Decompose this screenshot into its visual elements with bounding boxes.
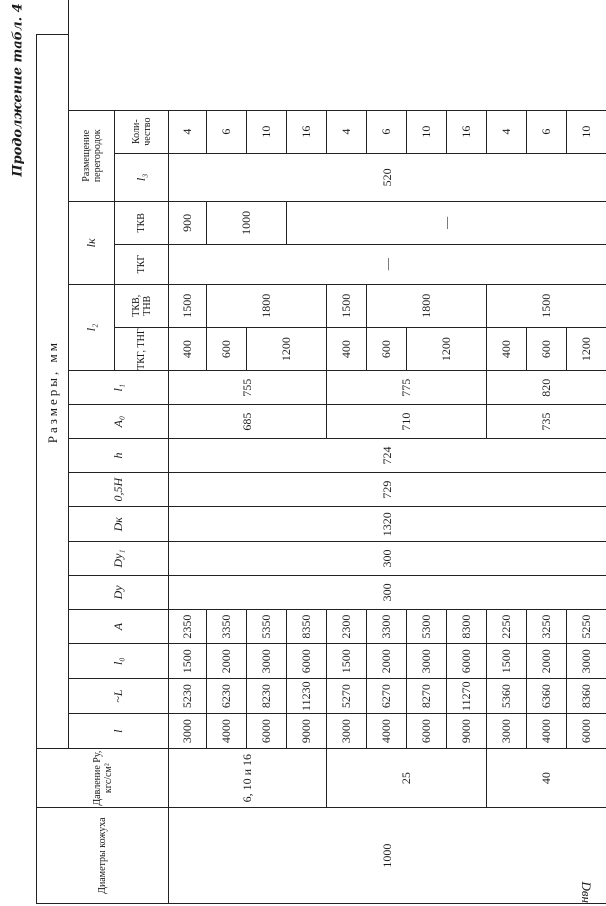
L-cell: 11270 <box>447 679 487 714</box>
header-l0: l₀ <box>69 644 169 679</box>
l2-tkg-cell: 400 <box>487 327 527 370</box>
l2-tkg-cell: 1200 <box>567 327 606 370</box>
l2-tkv-cell: 1800 <box>207 284 327 327</box>
count-cell: 10 <box>567 110 606 153</box>
A-cell: 3350 <box>207 609 247 644</box>
header-diameter: Диаметры кожуха <box>37 808 169 904</box>
header-l1: l₁ <box>69 371 169 405</box>
l0-cell: 2000 <box>207 644 247 679</box>
l-cell: 4000 <box>527 714 567 749</box>
l2-tkg-cell: 600 <box>527 327 567 370</box>
pressure-cell: 25 <box>327 748 487 807</box>
L-cell: 8360 <box>567 679 606 714</box>
L-cell: 5230 <box>169 679 207 714</box>
l2-tkv-cell: 1500 <box>487 284 606 327</box>
pressure-cell: 6, 10 и 16 <box>169 748 327 807</box>
L-cell: 11230 <box>287 679 327 714</box>
count-cell: 4 <box>487 110 527 153</box>
l1-cell: 820 <box>487 371 606 405</box>
diameter-value: 1000 <box>380 843 394 868</box>
l2-tkv-cell: 1500 <box>169 284 207 327</box>
A-cell: 5250 <box>567 609 606 644</box>
Dy1-cell: 300 <box>169 542 606 576</box>
header-A: A <box>69 609 169 644</box>
A0-cell: 735 <box>487 405 606 439</box>
lk-tkg-cell: — <box>169 244 606 284</box>
lk-tkv-cell: — <box>287 202 606 244</box>
dimensions-table <box>36 0 606 904</box>
header-Dk: Dк <box>69 507 169 542</box>
h-cell: 724 <box>169 439 606 473</box>
l0-cell: 2000 <box>367 644 407 679</box>
diameter-cell <box>169 808 606 904</box>
A-cell: 3300 <box>367 609 407 644</box>
count-cell: 4 <box>169 110 207 153</box>
l-cell: 9000 <box>287 714 327 749</box>
l2-tkv-cell: 1500 <box>327 284 367 327</box>
l0-cell: 3000 <box>567 644 606 679</box>
l-cell: 9000 <box>447 714 487 749</box>
header-count: Коли-чество <box>115 110 169 153</box>
header-Dy1: Dу₁ <box>69 542 169 576</box>
l2-tkg-cell: 400 <box>327 327 367 370</box>
l2-tkg-cell: 600 <box>207 327 247 370</box>
count-cell: 10 <box>407 110 447 153</box>
l2-tkg-cell: 400 <box>169 327 207 370</box>
count-cell: 6 <box>527 110 567 153</box>
l3-cell: 520 <box>169 153 606 201</box>
l0-cell: 1500 <box>487 644 527 679</box>
L-cell: 8270 <box>407 679 447 714</box>
l0-cell: 1500 <box>169 644 207 679</box>
lk-tkv-cell: 900 <box>169 202 207 244</box>
header-h: h <box>69 439 169 473</box>
l1-cell: 755 <box>169 371 327 405</box>
header-pressure: Давление Pу, кгс/см² <box>37 748 169 807</box>
header-l: l <box>69 714 169 749</box>
header-L: ~L <box>69 679 169 714</box>
half-H-cell: 729 <box>169 472 606 507</box>
A-cell: 2350 <box>169 609 207 644</box>
header-A0: A₀ <box>69 405 169 439</box>
l0-cell: 6000 <box>287 644 327 679</box>
header-lk-tkv: ТКВ <box>115 202 169 244</box>
A-cell: 5350 <box>247 609 287 644</box>
L-cell: 6230 <box>207 679 247 714</box>
l0-cell: 3000 <box>247 644 287 679</box>
l0-cell: 6000 <box>447 644 487 679</box>
count-cell: 4 <box>327 110 367 153</box>
Dy-cell: 300 <box>169 575 606 609</box>
A-cell: 2250 <box>487 609 527 644</box>
L-cell: 5360 <box>487 679 527 714</box>
l-cell: 6000 <box>407 714 447 749</box>
header-lk-tkg: ТКГ <box>115 244 169 284</box>
count-cell: 10 <box>247 110 287 153</box>
l2-tkv-cell: 1800 <box>367 284 487 327</box>
l-cell: 6000 <box>247 714 287 749</box>
header-l2: l₂ <box>69 284 115 371</box>
header-l3: l₃ <box>115 153 169 201</box>
A-cell: 5300 <box>407 609 447 644</box>
A-cell: 3250 <box>527 609 567 644</box>
l0-cell: 3000 <box>407 644 447 679</box>
A-cell: 8350 <box>287 609 327 644</box>
l-cell: 4000 <box>207 714 247 749</box>
header-lk: lк <box>69 202 115 285</box>
header-l2-tkv: ТКВ, ТНВ <box>115 284 169 327</box>
Dk-cell: 1320 <box>169 507 606 542</box>
A0-cell: 685 <box>169 405 327 439</box>
diameter-symbol: Dвн <box>579 881 594 903</box>
header-l2-tkg: ТКГ, ТНГ <box>115 327 169 370</box>
l-cell: 3000 <box>327 714 367 749</box>
A-cell: 2300 <box>327 609 367 644</box>
header-baffles: Размещение перегородок <box>69 110 115 202</box>
L-cell: 6270 <box>367 679 407 714</box>
l-cell: 6000 <box>567 714 606 749</box>
header-half-H: 0,5H <box>69 472 169 507</box>
count-cell: 16 <box>447 110 487 153</box>
l-cell: 3000 <box>487 714 527 749</box>
l-cell: 4000 <box>367 714 407 749</box>
L-cell: 8230 <box>247 679 287 714</box>
count-cell: 6 <box>367 110 407 153</box>
l0-cell: 2000 <box>527 644 567 679</box>
l0-cell: 1500 <box>327 644 367 679</box>
l2-tkg-cell: 600 <box>367 327 407 370</box>
l-cell: 3000 <box>169 714 207 749</box>
header-dimensions: Размеры, мм <box>37 35 69 749</box>
pressure-cell: 40 <box>487 748 606 807</box>
L-cell: 5270 <box>327 679 367 714</box>
L-cell: 6360 <box>527 679 567 714</box>
l1-cell: 775 <box>327 371 487 405</box>
A-cell: 8300 <box>447 609 487 644</box>
table-area <box>34 0 598 906</box>
count-cell: 16 <box>287 110 327 153</box>
l2-tkg-cell: 1200 <box>407 327 487 370</box>
lk-tkv-cell: 1000 <box>207 202 287 244</box>
A0-cell: 710 <box>327 405 487 439</box>
page-title: Продолжение табл. 4 <box>10 3 26 177</box>
header-Dy: Dу <box>69 575 169 609</box>
count-cell: 6 <box>207 110 247 153</box>
l2-tkg-cell: 1200 <box>247 327 327 370</box>
